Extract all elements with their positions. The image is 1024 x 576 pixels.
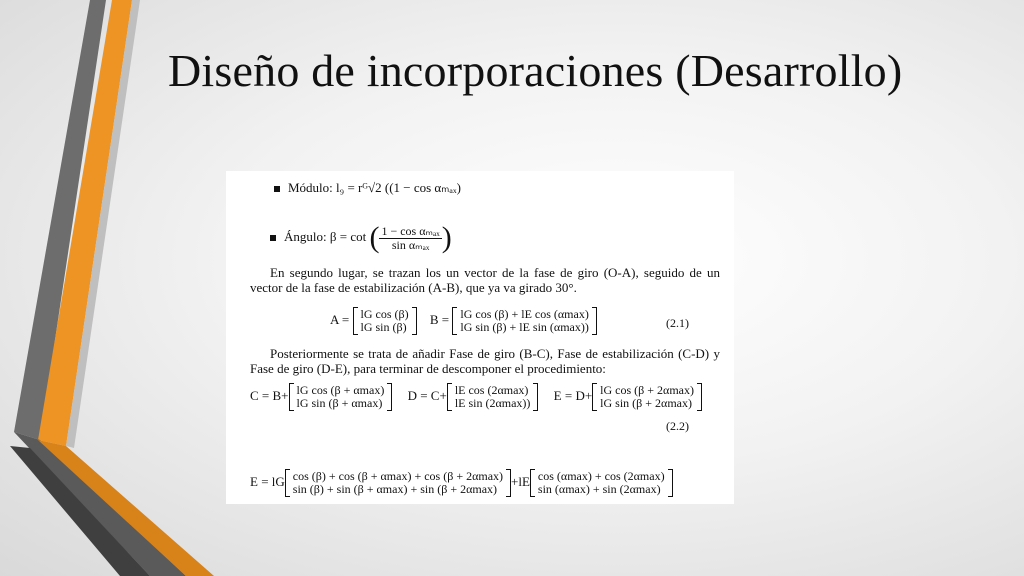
equation-2-1 — [330, 307, 597, 335]
matrix-a — [353, 307, 417, 335]
eq-e-lhs: E = D+ — [553, 387, 593, 403]
bullet-modulo-formula: l₉ = rᴳ√2 ((1 − cos αₘₐₓ) — [336, 180, 461, 195]
matrix-row: lG cos (β + 2αmax) — [600, 383, 694, 397]
matrix-row: lE sin (2αmax)) — [454, 396, 531, 410]
matrix-row: cos (β) + cos (β + αmax) + cos (β + 2αmax) — [292, 469, 504, 483]
matrix-row: lG sin (β + 2αmax) — [600, 396, 692, 410]
matrix-d — [447, 383, 539, 411]
bullet-modulo — [274, 180, 461, 196]
equation-e-total — [250, 469, 673, 497]
matrix-row: lG sin (β + αmax) — [296, 396, 383, 410]
eq-d-lhs: D = C+ — [407, 387, 447, 403]
equation-2-2 — [250, 383, 702, 411]
matrix-row: lE cos (2αmax) — [454, 383, 529, 397]
matrix-row: lG cos (β) — [360, 307, 409, 321]
equation-number-2-1: (2.1) — [666, 316, 689, 330]
matrix-row: lG sin (β) — [360, 320, 407, 334]
matrix-row: cos (αmax) + cos (2αmax) — [537, 469, 665, 483]
document-excerpt — [226, 171, 734, 504]
paragraph-segundo-lugar: En segundo lugar, se trazan los un vector de la fase de giro (O-A), seguido de un vector de la fase de estabilización (A-B), que ya va girado 30°. — [250, 265, 720, 295]
matrix-e-sum-1 — [285, 469, 511, 497]
eq-c-lhs: C = B+ — [250, 387, 289, 403]
matrix-row: lG cos (β + αmax) — [296, 383, 385, 397]
eq-b-lhs: B = — [429, 311, 450, 327]
matrix-e — [592, 383, 702, 411]
fraction-numerator: 1 − cos αₘₐₓ — [381, 223, 440, 238]
matrix-row: sin (β) + sin (β + αmax) + sin (β + 2αmax) — [292, 482, 498, 496]
bullet-marker — [274, 186, 280, 192]
bullet-angulo — [270, 223, 452, 253]
matrix-row: lG cos (β) + lE cos (αmax) — [460, 307, 589, 321]
slide-title: Diseño de incorporaciones (Desarrollo) — [168, 45, 903, 96]
eq-a-lhs: A = — [330, 311, 350, 327]
matrix-row: sin (αmax) + sin (2αmax) — [537, 482, 661, 496]
bullet-marker — [270, 235, 276, 241]
matrix-e-sum-2 — [530, 469, 673, 497]
paren-left: ( — [369, 221, 380, 254]
equation-number-2-2: (2.2) — [666, 419, 689, 433]
matrix-c — [289, 383, 393, 411]
eq3-lhs: E = lG — [250, 473, 285, 489]
bullet-modulo-label: Módulo: — [288, 180, 333, 195]
paragraph-posteriormente: Posteriormente se trata de añadir Fase de giro (B-C), Fase de estabilización (C-D) y Fase de giro (D-E), para terminar de descomponer el procedimiento: — [250, 346, 720, 376]
cot-fraction — [379, 225, 441, 252]
paren-right: ) — [441, 221, 452, 254]
matrix-b — [452, 307, 596, 335]
bullet-angulo-lhs: β = cot — [329, 228, 367, 244]
fraction-denominator: sin αₘₐₓ — [391, 237, 430, 252]
bullet-angulo-label: Ángulo: — [284, 228, 327, 244]
matrix-row: lG sin (β) + lE sin (αmax)) — [460, 320, 589, 334]
gray-stripe-lower — [14, 432, 186, 576]
eq3-mid: +lE — [511, 473, 530, 489]
